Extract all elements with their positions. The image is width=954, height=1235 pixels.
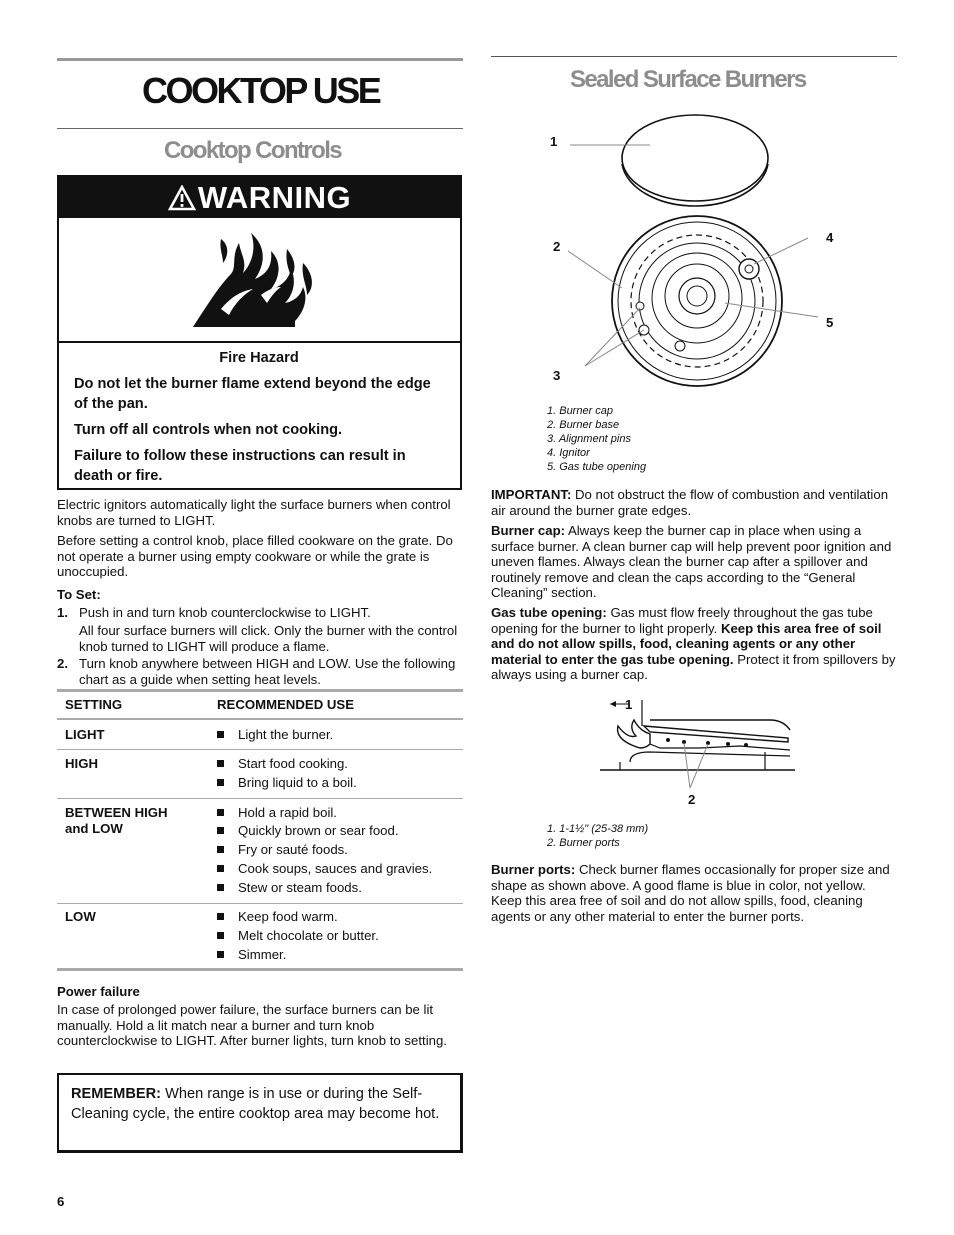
power-failure-heading: Power failure [57,984,140,999]
table-row-setting: BETWEEN HIGH and LOW [65,805,168,836]
flame-callout-2: 2 [688,792,696,807]
warning-header [59,177,460,218]
important-paragraph: IMPORTANT: Do not obstruct the flow of combustion and ventilation air around the burner grate edges. [491,487,889,518]
remember-text: REMEMBER: When range is in use or during the Self-Cleaning cycle, the entire cooktop area may become hot. [71,1086,440,1122]
table-header-setting: SETTING [65,697,123,712]
hazard-title: Fire Hazard [219,350,299,366]
flame-icon [618,720,650,748]
warning-line-3: Failure to follow these instructions can result in death or fire. [74,448,406,484]
flame-callout-1: 1 [625,697,633,712]
section-title-sealed-burners: Sealed Surface Burners [570,66,806,93]
title-rule [57,128,463,129]
callout-3: 3 [553,368,561,383]
ignitor-shape [739,259,759,279]
table-row-divider [57,798,463,799]
intro-paragraph-2: Before setting a control knob, place filled cookware on the grate. Do not operate a burner using empty cookware or while the grate is unoccupied. [57,533,453,579]
diagram1-caption-list: 1. Burner cap 2. Burner base 3. Alignment pins 4. Ignitor 5. Gas tube opening [547,405,647,473]
table-row-use: Start food cooking. [217,756,348,772]
table-bottom-rule [57,968,463,971]
warning-box [57,175,462,490]
page-number: 6 [57,1194,65,1209]
burner-base-shape [612,216,782,386]
table-row-use: Melt chocolate or butter. [217,928,379,944]
step-1-text: Push in and turn knob counterclockwise to LIGHT. [79,605,371,620]
table-header-rule [57,718,463,720]
table-row-use: Quickly brown or sear food. [217,823,399,839]
callout-1: 1 [550,134,558,149]
section-title-cooktop-controls: Cooktop Controls [164,137,342,164]
flame-diagram [590,690,810,810]
step-2-number: 2. [57,656,68,671]
table-row-setting: HIGH [65,756,98,771]
warning-divider [59,341,460,343]
table-top-rule [57,689,463,692]
table-row-use: Keep food warm. [217,909,338,925]
page-title: COOKTOP USE [142,70,380,111]
burner-cap-paragraph: Burner cap: Always keep the burner cap in place when using a surface burner. A clean burner cap will help prevent poor ignition and uneven flames. Always clean the burner cap after a spillover and routinely remove and clean the caps according to the “General Cleaning” section. [491,523,892,600]
remember-box [57,1073,463,1153]
diagram2-caption-list: 1. 1-1½" (25-38 mm) 2. Burner ports [547,823,649,849]
step-1-note: All four surface burners will click. Only the burner with the control knob turned to LIGHT will produce a flame. [79,623,458,654]
gas-tube-paragraph: Gas tube opening: Gas must flow freely throughout the gas tube opening for the burner to light properly. Keep this area free of soil and do not allow spills, food, cleaning agents or any other material to enter the gas tube opening. Protect it from spillovers by always using a burner cap. [491,605,896,682]
table-row-use: Stew or steam foods. [217,880,362,896]
table-row-setting: LIGHT [65,727,105,742]
table-row-use: Light the burner. [217,727,333,743]
callout-4: 4 [826,230,834,245]
power-failure-text: In case of prolonged power failure, the surface burners can be lit manually. Hold a lit match near a burner and turn knob counterclockwise to LIGHT. After burner lights, turn knob to setting. [57,1002,447,1048]
intro-paragraph-1: Electric ignitors automatically light the surface burners when control knobs are turned to LIGHT. [57,497,451,528]
burner-cap-shape [622,115,768,201]
table-row-setting: LOW [65,909,96,924]
table-header-use: RECOMMENDED USE [217,697,355,712]
warning-triangle-icon [168,185,196,211]
table-row-use: Cook soups, sauces and gravies. [217,861,432,877]
table-row-use: Hold a rapid boil. [217,805,337,821]
warning-label: WARNING [197,180,352,215]
warning-line-1: Do not let the burner flame extend beyond the edge of the pan. [74,376,431,412]
burner-diagram [540,108,850,398]
table-row-use: Fry or sauté foods. [217,842,348,858]
table-row-divider [57,749,463,750]
top-rule-left [57,58,463,61]
table-row-use: Simmer. [217,947,286,963]
to-set-heading: To Set: [57,587,101,602]
burner-ports-paragraph: Burner ports: Check burner flames occasionally for proper size and shape as shown above. A good flame is blue in color, not yellow. Keep this area free of soil and do not allow spills, food, cleaning agents or any other material to enter the burner ports. [491,862,890,924]
step-2-text: Turn knob anywhere between HIGH and LOW. Use the following chart as a guide when setting heat levels. [79,656,456,687]
callout-5: 5 [826,315,834,330]
callout-2: 2 [553,239,561,254]
table-row-divider [57,903,463,904]
fire-icon [191,229,326,329]
warning-line-2: Turn off all controls when not cooking. [74,422,343,438]
top-rule-right [491,56,897,57]
table-row-use: Bring liquid to a boil. [217,775,357,791]
step-1-number: 1. [57,605,68,620]
